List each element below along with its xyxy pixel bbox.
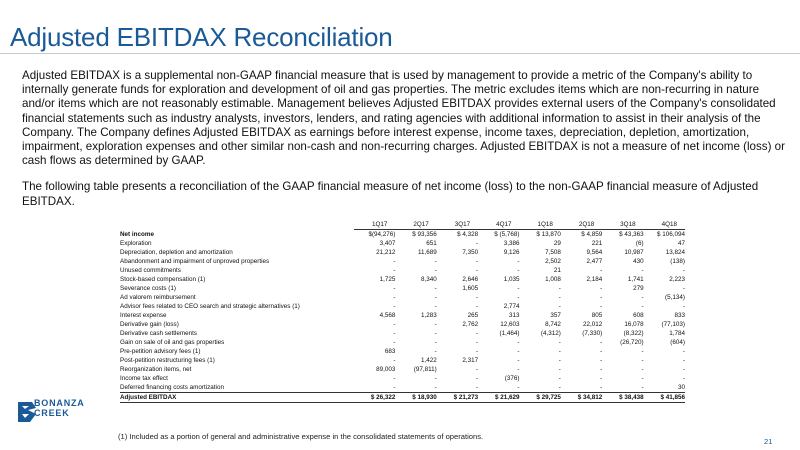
table-cell: - (641, 294, 644, 301)
table-cell: 2,317 (462, 357, 479, 364)
table-body (120, 230, 685, 403)
table-cell: 651 (426, 240, 437, 247)
table-cell: - (600, 267, 603, 274)
table-cell: - (600, 285, 603, 292)
table-row (120, 338, 685, 347)
table-cell: $ 29,725 (520, 393, 561, 403)
table-cell: - (682, 375, 685, 382)
row-label: Advisor fees related to CEO search and strategic alternatives (1) (120, 303, 300, 310)
table-cell: (8,322) (623, 330, 644, 337)
table-cell: - (476, 240, 479, 247)
table-row (120, 347, 685, 356)
row-label: Net income (120, 230, 154, 238)
table-cell: - (641, 267, 644, 274)
table-row (120, 230, 685, 240)
table-cell: 9,126 (503, 249, 520, 256)
table-cell: - (682, 267, 685, 274)
table-cell: - (517, 258, 520, 265)
table-cell: - (393, 384, 396, 391)
table-row (120, 284, 685, 293)
table-cell: - (434, 348, 437, 355)
table-cell: 2,502 (545, 258, 561, 265)
table-cell: 10,987 (624, 249, 644, 256)
table-cell: 1,008 (545, 276, 561, 283)
table-cell: 3,386 (503, 240, 520, 247)
table-cell: $ 21,629 (478, 393, 519, 403)
page-number: 21 (764, 437, 773, 446)
table-cell: $ 26,322 (354, 393, 395, 403)
table-row (120, 320, 685, 329)
table-cell: - (434, 258, 437, 265)
row-label: Stock-based compensation (1) (120, 276, 206, 283)
table-cell: $ 4,859 (581, 231, 603, 238)
table-cell: - (434, 303, 437, 310)
table-cell: 2,762 (462, 321, 479, 328)
table-cell: - (434, 330, 437, 337)
table-cell: - (476, 339, 479, 346)
reconciliation-table (120, 220, 685, 403)
table-cell: - (393, 330, 396, 337)
table-cell: - (558, 357, 561, 364)
table-cell: 833 (674, 312, 685, 319)
table-cell: 1,035 (503, 276, 520, 283)
table-cell: 30 (677, 384, 685, 391)
table-cell: $ 18,930 (395, 393, 436, 403)
table-cell: 805 (591, 312, 603, 319)
table-cell: - (600, 384, 603, 391)
table-cell: - (434, 321, 437, 328)
table-row (120, 239, 685, 248)
table-cell: - (476, 330, 479, 337)
table-cell: 4,568 (379, 312, 396, 319)
table-row (120, 257, 685, 266)
table-cell: (26,720) (620, 339, 644, 346)
table-cell: - (600, 357, 603, 364)
table-cell: - (393, 357, 396, 364)
table-cell: 21 (553, 267, 561, 274)
table-cell: (4,312) (540, 330, 561, 337)
table-row (120, 275, 685, 284)
table-cell: - (517, 384, 520, 391)
table-cell: (138) (670, 258, 685, 265)
table-cell: 265 (467, 312, 479, 319)
table-cell: $ 43,363 (619, 231, 644, 238)
table-row (120, 302, 685, 311)
table-cell: 1,741 (627, 276, 644, 283)
row-label: Ad valorem reimbursement (120, 294, 196, 301)
table-cell: - (558, 348, 561, 355)
table-cell: - (476, 384, 479, 391)
table-cell: 1,605 (462, 285, 479, 292)
title-divider (0, 53, 800, 54)
footnote: (1) Included as a portion of general and administrative expense in the consolidated statements of operations. (118, 432, 484, 441)
row-label: Exploration (120, 240, 152, 247)
table-cell: 13,824 (665, 249, 685, 256)
paragraph-definition: Adjusted EBITDAX is a supplemental non-GAAP financial measure that is used by management to provide a metric of the Company's ability to internally generate funds for exploration and development of oil and gas properties. The metric excludes items which are non-recurring in nature and/or items which are not reasonably estimable. Management believes Adjusted EBITDAX provides external users of the Company's consolidated financial statements such as industry analysts, investors, lenders, and rating agencies with additional information to assist in their analysis of the Company. The Company defines Adjusted EBITDAX as earnings before interest expense, income taxes, depreciation, depletion, amortization, impairment, exploration expenses and other similar non-cash and non-recurring charges. Adjusted EBITDAX is not a measure of net income (loss) or cash flows as determined by GAAP. (22, 69, 785, 168)
table-cell: $ (5,768) (494, 231, 520, 238)
table-cell: - (476, 375, 479, 382)
column-header: 1Q17 (354, 220, 395, 230)
table-cell: - (600, 303, 603, 310)
row-label: Severance costs (1) (120, 285, 176, 292)
row-label: Pre-petition advisory fees (1) (120, 348, 201, 355)
table-row (120, 383, 685, 393)
table-cell: - (682, 285, 685, 292)
table-cell: 608 (633, 312, 644, 319)
table-cell: 2,184 (586, 276, 603, 283)
row-label: Income tax effect (120, 375, 168, 382)
table-cell: - (682, 303, 685, 310)
table-cell: (5,134) (665, 294, 685, 301)
table-row (120, 248, 685, 257)
table-row (120, 365, 685, 374)
table-cell: (7,330) (582, 330, 603, 337)
table-cell: - (476, 366, 479, 373)
table-cell: - (517, 285, 520, 292)
table-cell: $ 38,438 (602, 393, 643, 403)
table-cell: 357 (550, 312, 561, 319)
table-cell: 9,564 (586, 249, 603, 256)
table-cell: - (558, 303, 561, 310)
table-cell: - (434, 339, 437, 346)
row-label: Reorganization items, net (120, 366, 192, 373)
table-cell: 279 (633, 285, 644, 292)
table-cell: - (393, 303, 396, 310)
table-cell: (6) (635, 240, 644, 247)
total-row (120, 393, 685, 403)
row-label: Abandonment and impairment of unproved properties (120, 258, 270, 265)
table-cell: - (641, 303, 644, 310)
table-cell: (77,103) (661, 321, 685, 328)
row-label: Post-petition restructuring fees (1) (120, 357, 215, 364)
table-cell: - (434, 384, 437, 391)
row-label: Derivative gain (loss) (120, 321, 179, 328)
table-cell: - (434, 294, 437, 301)
row-label: Deferred financing costs amortization (120, 384, 224, 391)
row-label: Interest expense (120, 312, 167, 319)
table-cell: 16,078 (624, 321, 644, 328)
table-cell: - (558, 294, 561, 301)
table-cell: $ 93,356 (412, 231, 437, 238)
table-cell: - (393, 294, 396, 301)
table-cell: - (434, 267, 437, 274)
logo-wordmark (34, 398, 85, 418)
table-cell: $ 41,856 (644, 393, 685, 403)
table-cell: - (600, 375, 603, 382)
table-cell: $ 106,094 (656, 231, 685, 238)
table-cell: 1,283 (421, 312, 437, 319)
table-cell: 12,603 (500, 321, 520, 328)
column-header: 4Q18 (644, 220, 685, 230)
row-label: Depreciation, depletion and amortization (120, 249, 233, 256)
table-cell: 2,646 (462, 276, 479, 283)
table-cell: 22,012 (582, 321, 603, 328)
table-row (120, 293, 685, 302)
table-cell: - (517, 294, 520, 301)
paragraph-table-intro: The following table presents a reconciliation of the GAAP financial measure of net income (loss) to the non-GAAP financial measure of Adjusted EBITDAX. (22, 180, 759, 208)
table-cell: - (434, 285, 437, 292)
table-cell: - (517, 348, 520, 355)
table-cell: (604) (670, 339, 685, 346)
table-row (120, 374, 685, 383)
column-header: 1Q18 (520, 220, 561, 230)
table-cell: 11,689 (417, 249, 437, 256)
table-cell: 1,784 (669, 330, 685, 337)
table-cell: - (641, 375, 644, 382)
table-cell: - (476, 348, 479, 355)
row-label: Unused commitments (120, 267, 181, 274)
table-cell: - (600, 366, 603, 373)
table-cell: (376) (504, 375, 520, 382)
header-label-spacer (120, 220, 354, 230)
table-cell: - (517, 366, 520, 373)
table-cell: 3,407 (379, 240, 396, 247)
table-cell: $ 4,328 (457, 231, 479, 238)
logo-line-1: BONANZA (34, 398, 85, 408)
row-label: Gain on sale of oil and gas properties (120, 339, 225, 346)
column-header: 3Q17 (437, 220, 478, 230)
intro-text (22, 69, 786, 221)
table-cell: - (476, 258, 479, 265)
table-cell: 2,223 (669, 276, 685, 283)
table-cell: 21,212 (376, 249, 396, 256)
table-cell: - (558, 285, 561, 292)
table-cell: 2,477 (586, 258, 603, 265)
table-cell: 8,742 (545, 321, 561, 328)
table-cell: - (682, 357, 685, 364)
table-cell: - (393, 258, 396, 265)
table-cell: - (517, 357, 520, 364)
table-cell: - (682, 348, 685, 355)
table-row (120, 266, 685, 275)
column-header: 3Q18 (602, 220, 643, 230)
table-cell: - (600, 348, 603, 355)
row-label: Derivative cash settlements (120, 330, 197, 337)
column-header: 2Q18 (561, 220, 602, 230)
table-cell: - (600, 294, 603, 301)
logo-line-2: CREEK (34, 408, 70, 418)
table-cell: 7,350 (462, 249, 479, 256)
table-cell: - (393, 339, 396, 346)
table-row (120, 356, 685, 365)
table-cell: (97,811) (413, 366, 437, 373)
table-cell: (1,464) (499, 330, 520, 337)
table-header-row (120, 220, 685, 230)
table-cell: 430 (633, 258, 644, 265)
table-cell: - (476, 267, 479, 274)
table-cell: - (558, 375, 561, 382)
table-cell: 1,725 (379, 276, 396, 283)
table-cell: - (641, 366, 644, 373)
table-cell: $ 13,870 (536, 231, 561, 238)
table-cell: 313 (508, 312, 520, 319)
table-cell: - (393, 285, 396, 292)
table-cell: 1,422 (421, 357, 437, 364)
row-label: Adjusted EBITDAX (120, 393, 354, 403)
table-cell: - (476, 294, 479, 301)
table-cell: - (476, 303, 479, 310)
table-cell: 47 (677, 240, 685, 247)
table-cell: - (641, 384, 644, 391)
table-cell: 221 (591, 240, 603, 247)
column-header: 4Q17 (478, 220, 519, 230)
table-row (120, 311, 685, 320)
table-cell: 683 (384, 348, 396, 355)
table-cell: - (517, 267, 520, 274)
table-cell: 2,774 (503, 303, 520, 310)
table-cell: - (558, 366, 561, 373)
table-cell: 29 (553, 240, 561, 247)
table-cell: - (600, 339, 603, 346)
table-cell: 7,508 (545, 249, 561, 256)
column-header: 2Q17 (395, 220, 436, 230)
table-cell: - (434, 375, 437, 382)
table-cell: - (641, 348, 644, 355)
table-cell: - (393, 321, 396, 328)
table-cell: $ 21,273 (437, 393, 478, 403)
table-cell: - (558, 384, 561, 391)
table-cell: 8,340 (421, 276, 437, 283)
table-cell: $ 34,812 (561, 393, 602, 403)
page-title: Adjusted EBITDAX Reconciliation (10, 22, 393, 52)
table-row (120, 329, 685, 338)
table-cell: - (393, 375, 396, 382)
table-cell: - (517, 339, 520, 346)
table-cell: - (682, 366, 685, 373)
table-cell: $(94,276) (368, 231, 396, 238)
table-cell: 89,003 (376, 366, 396, 373)
table-cell: - (393, 267, 396, 274)
table-cell: - (558, 339, 561, 346)
table-cell: - (641, 357, 644, 364)
